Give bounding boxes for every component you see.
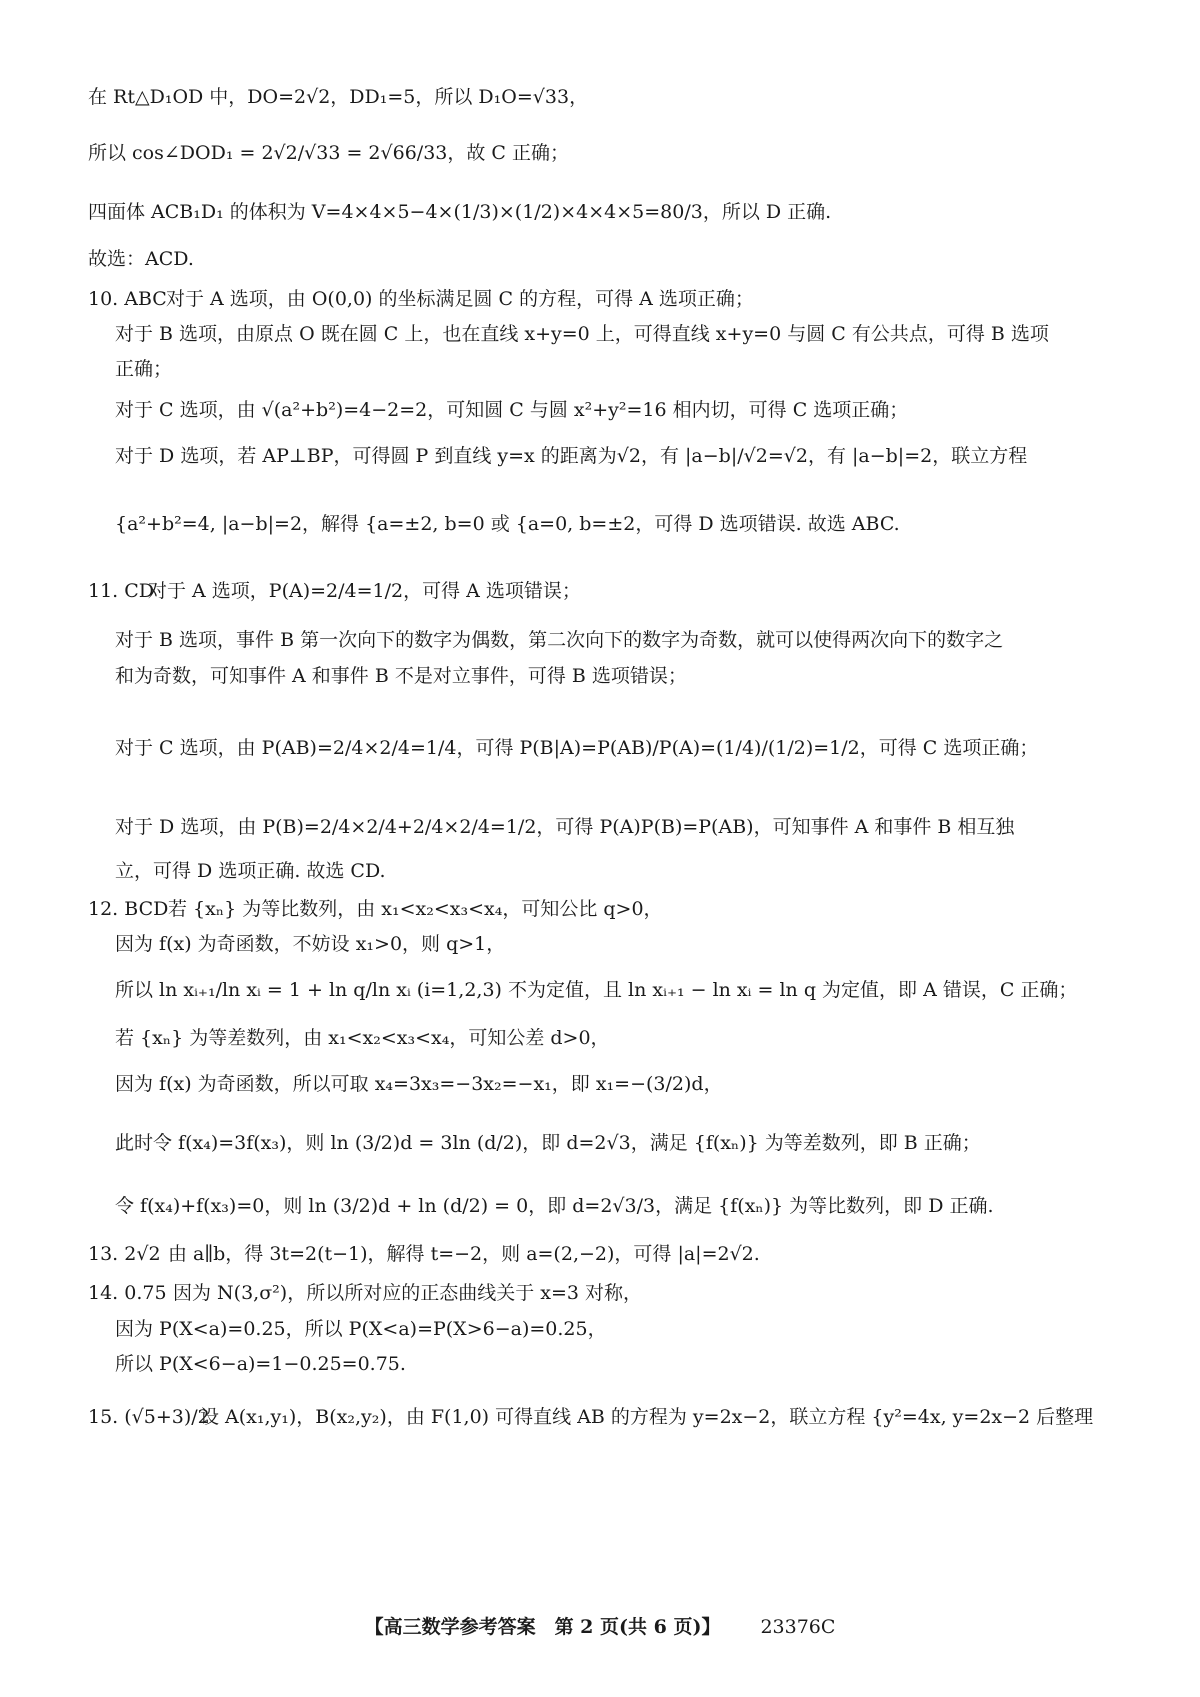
question-15: 15. (√5+3)/2设 A(x₁,y₁)，B(x₂,y₂)，由 F(1,0) 可得直线 AB 的方程为 y=2x−2，联立方程 {y²=4x, y=2x−2 后整理: [88, 1406, 1094, 1428]
text-line: 正确；: [115, 358, 173, 380]
text-line: 故选：ACD.: [88, 248, 194, 270]
text-line: 所以 cos∠DOD₁ = 2√2/√33 = 2√66/33，故 C 正确；: [88, 142, 569, 164]
question-number: 13. 2√2: [88, 1243, 161, 1265]
text-line: 对于 D 选项，若 AP⊥BP，可得圆 P 到直线 y=x 的距离为√2，有 |a−b|/√2=√2，有 |a−b|=2，联立方程: [115, 445, 1028, 467]
question-number: 11. CD: [88, 580, 155, 602]
text-line: 对于 B 选项，由原点 O 既在圆 C 上，也在直线 x+y=0 上，可得直线 x+y=0 与圆 C 有公共点，可得 B 选项: [115, 323, 1049, 345]
question-number: 14. 0.75: [88, 1282, 167, 1304]
question-number: 10. ABC: [88, 288, 167, 310]
text-line: 对于 C 选项，由 √(a²+b²)=4−2=2，可知圆 C 与圆 x²+y²=16 相内切，可得 C 选项正确；: [115, 399, 909, 421]
text-line: 因为 P(X<a)=0.25，所以 P(X<a)=P(X>6−a)=0.25，: [115, 1318, 607, 1340]
footer-title: 【高三数学参考答案 第 2 页(共 6 页)】: [364, 1616, 721, 1638]
question-14: 14. 0.75 因为 N(3,σ²)，所以所对应的正态曲线关于 x=3 对称，: [88, 1282, 643, 1304]
question-12: 12. BCD若 {xₙ} 为等比数列，由 x₁<x₂<x₃<x₄，可知公比 q>0，: [88, 898, 663, 920]
text-line: 所以 ln xᵢ₊₁/ln xᵢ = 1 + ln q/ln xᵢ (i=1,2,3) 不为定值，且 ln xᵢ₊₁ − ln xᵢ = ln q 为定值，即 A 错误，C 正确；: [115, 979, 1078, 1001]
text-line: 对于 D 选项，由 P(B)=2/4×2/4+2/4×2/4=1/2，可得 P(A)P(B)=P(AB)，可知事件 A 和事件 B 相互独: [115, 816, 1015, 838]
text-line: 令 f(x₄)+f(x₃)=0，则 ln (3/2)d + ln (d/2) = 0，即 d=2√3/3，满足 {f(xₙ)} 为等比数列，即 D 正确.: [115, 1195, 994, 1217]
text-line: 若 {xₙ} 为等差数列，由 x₁<x₂<x₃<x₄，可知公差 d>0，: [115, 1027, 610, 1049]
question-13: 13. 2√2 由 a∥b，得 3t=2(t−1)，解得 t=−2，则 a=(2,−2)，可得 |a|=2√2.: [88, 1243, 760, 1265]
text-line: {a²+b²=4, |a−b|=2，解得 {a=±2, b=0 或 {a=0, b=±2，可得 D 选项错误. 故选 ABC.: [115, 513, 900, 535]
text-line: 此时令 f(x₄)=3f(x₃)，则 ln (3/2)d = 3ln (d/2)，即 d=2√3，满足 {f(xₙ)} 为等差数列，即 B 正确；: [115, 1132, 981, 1154]
question-number: 15. (√5+3)/2: [88, 1406, 210, 1428]
text-line: 在 Rt△D₁OD 中，DO=2√2，DD₁=5，所以 D₁O=√33，: [88, 86, 589, 108]
text-line: 对于 B 选项，事件 B 第一次向下的数字为偶数，第二次向下的数字为奇数，就可以使得两次向下的数字之: [115, 629, 1004, 651]
text-line: 因为 f(x) 为奇函数，不妨设 x₁>0，则 q>1，: [115, 933, 506, 955]
text-line: 因为 f(x) 为奇函数，所以可取 x₄=3x₃=−3x₂=−x₁，即 x₁=−(3/2)d，: [115, 1073, 723, 1095]
text-line: 对于 C 选项，由 P(AB)=2/4×2/4=1/4，可得 P(B|A)=P(AB)/P(A)=(1/4)/(1/2)=1/2，可得 C 选项正确；: [115, 737, 1039, 759]
page-footer: [0, 1612, 1200, 1639]
text-line: 所以 P(X<6−a)=1−0.25=0.75.: [115, 1353, 406, 1375]
question-10: 10. ABC对于 A 选项，由 O(0,0) 的坐标满足圆 C 的方程，可得 A 选项正确；: [88, 288, 754, 310]
text-line: 四面体 ACB₁D₁ 的体积为 V=4×4×5−4×(1/3)×(1/2)×4×4×5=80/3，所以 D 正确.: [88, 201, 832, 223]
text-line: 和为奇数，可知事件 A 和事件 B 不是对立事件，可得 B 选项错误；: [115, 665, 687, 687]
question-11: 11. CD对于 A 选项，P(A)=2/4=1/2，可得 A 选项错误；: [88, 580, 581, 602]
footer-code: 23376C: [760, 1616, 836, 1638]
text-line: 立，可得 D 选项正确. 故选 CD.: [115, 860, 386, 882]
question-number: 12. BCD: [88, 898, 169, 920]
